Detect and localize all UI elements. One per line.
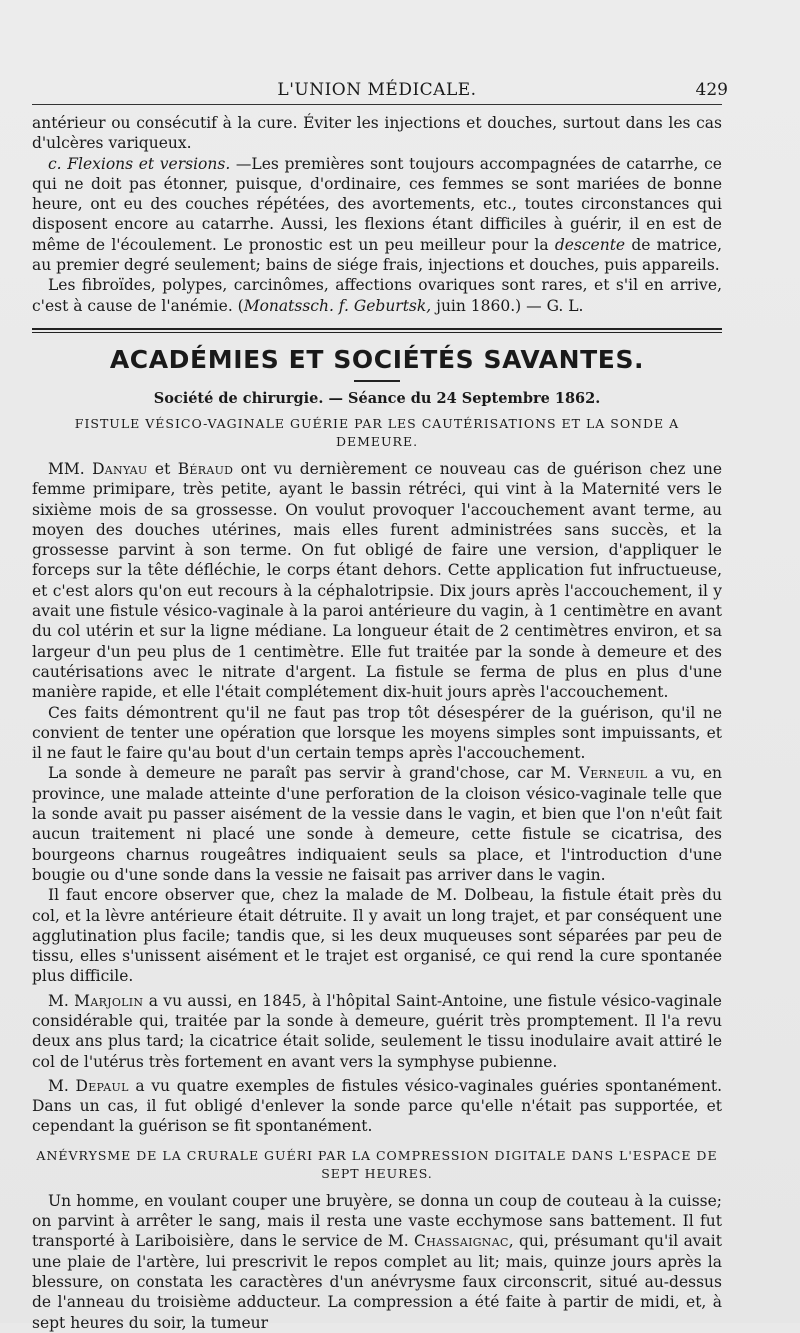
author-name: Danyau: [92, 459, 148, 478]
running-head: L'UNION MÉDICALE.: [277, 80, 477, 100]
paragraph: Les fibroïdes, polypes, carcinômes, affections ovariques sont rares, et s'il en arrive, c'est à cause de l'anémie. (Monatssch. f. Geburtsk, juin 1860.) — G. L.: [32, 276, 722, 315]
paragraph: antérieur ou consécutif à la cure. Éviter les injections et douches, surtout dans les cas d'ulcères variqueux.: [32, 114, 722, 153]
header-rule: [32, 104, 722, 105]
author-name: Verneuil: [578, 764, 648, 783]
paragraph: M. Marjolin a vu aussi, en 1845, à l'hôpital Saint-Antoine, une fistule vésico-vaginale considérable qui, traitée par la sonde à demeure, guérit très promptement. Il l'a revu deux ans plus tard; la cicatrice était solide, seulement le tissu inodulaire avait attiré le col de l'utérus très fortement en avant vers la symphyse pubienne.: [32, 991, 722, 1071]
section-title: ACADÉMIES ET SOCIÉTÉS SAVANTES.: [109, 344, 645, 374]
session-heading: Société de chirurgie. — Séance du 24 Septembre 1862.: [153, 389, 601, 407]
paragraph: MM. Danyau et Béraud ont vu dernièrement ce nouveau cas de guérison chez une femme primipare, très petite, ayant le bassin rétréci, qui vint à la Maternité vers le sixième mois de sa grossesse. On voulut provoquer l'accouchement avant terme, au moyen des douches utérines, mais elles furent administrées sans succès, et la grossesse parvint à son terme. On fut obligé de faire une version, d'appliquer le forceps sur la tête défléchie, le corps étant dehors. Cette application fut infructueuse, et c'est alors qu'on eut recours à la céphalotripsie. Dix jours après l'accouchement, il y avait une fistule vésico-vaginale à la paroi antérieure du vagin, à 1 centimètre en avant du col utérin et sur la ligne médiane. La longueur était de 2 centimètres environ, et sa largeur d'un peu plus de 1 centimètre. Elle fut traitée par la sonde à demeure et des cautérisations avec le nitrate d'argent. La fistule se ferma de plus en plus d'une manière rapide, et elle l'était complétement dix-huit jours après l'accouchement.: [32, 459, 722, 702]
article-heading: FISTULE VÉSICO-VAGINALE GUÉRIE PAR LES CAUTÉRISATIONS ET LA SONDE A DEMEURE.: [74, 415, 680, 449]
paragraph: Un homme, en voulant couper une bruyère, se donna un coup de couteau à la cuisse; on parvint à arrêter le sang, mais il resta une vaste ecchymose sans battement. Il fut transporté à Lariboisière, dans le service de M. Chassaignac, qui, présumant qu'il avait une plaie de l'artère, lui prescrivit le repos complet au lit; mais, quinze jours après la blessure, on constata les caractères d'un anévrysme faux circonscrit, situé au-dessus de l'anneau du troisième adducteur. La compression a été faite à partir de midi, et, à sept heures du soir, la tumeur: [32, 1191, 722, 1332]
author-name: Marjolin: [74, 991, 144, 1010]
paragraph: c. Flexions et versions. —Les premières sont toujours accompagnées de catarrhe, ce qui ne doit pas étonner, puisque, d'ordinaire, ces femmes se sont mariées de bonne heure, ont eu des couches répétées, des avortements, etc., toutes circonstances qui disposent encore au catarrhe. Aussi, les flexions étant difficiles à guérir, il en est de même de l'écoulement. Le pronostic est un peu meilleur pour la descente de matrice, au premier degré seulement; bains de siége frais, injections et douches, puis appareils.: [32, 154, 722, 275]
author-name: Béraud: [177, 459, 234, 478]
paragraph: M. Depaul a vu quatre exemples de fistules vésico-vaginales guéries spontanément. Dans un cas, il fut obligé d'enlever la sonde parce qu'elle n'était pas supportée, et cependant la guérison se fit spontanément.: [32, 1076, 722, 1136]
article-body: [32, 1191, 722, 1333]
page-header: [32, 0, 728, 104]
italic-label: c. Flexions et versions.: [48, 154, 231, 173]
title-rule: [354, 380, 400, 382]
section-divider: [32, 328, 722, 333]
article-body: [32, 459, 722, 1137]
paragraph: Il faut encore observer que, chez la malade de M. Dolbeau, la fistule était près du col, et la lèvre antérieure était détruite. Il y avait un long trajet, et par conséquent une agglutination plus facile; tandis que, si les deux muqueuses sont séparées par peu de tissu, elles s'unissent aisément et le trajet est organisé, ce qui rend la cure spontanée plus difficile.: [32, 886, 722, 986]
top-text: [32, 113, 722, 316]
article-heading: ANÉVRYSME DE LA CRURALE GUÉRI PAR LA COMPRESSION DIGITALE DANS L'ESPACE DE SEPT HEURES.: [36, 1147, 718, 1181]
page-number: 429: [695, 80, 728, 100]
paragraph: Ces faits démontrent qu'il ne faut pas trop tôt désespérer de la guérison, qu'il ne convient de tenter une opération que lorsque les moyens simples sont impuissants, et il ne faut le faire qu'au bout d'un certain temps après l'accouchement.: [32, 703, 722, 763]
author-name: Depaul: [75, 1076, 129, 1095]
paragraph: La sonde à demeure ne paraît pas servir à grand'chose, car M. Verneuil a vu, en province, une malade atteinte d'une perforation de la cloison vésico-vaginale telle que la sonde avait pu passer aisément de la vessie dans le vagin, et bien que l'on n'eût fait aucun traitement ni placé une sonde à demeure, cette fistule se cicatrisa, des bourgeons charnus rougeâtres indiquaient seuls sa place, et l'introduction d'une bougie ou d'une sonde dans la vessie ne faisait pas arriver dans le vagin.: [32, 764, 723, 884]
author-name: Chassaignac: [414, 1232, 509, 1251]
